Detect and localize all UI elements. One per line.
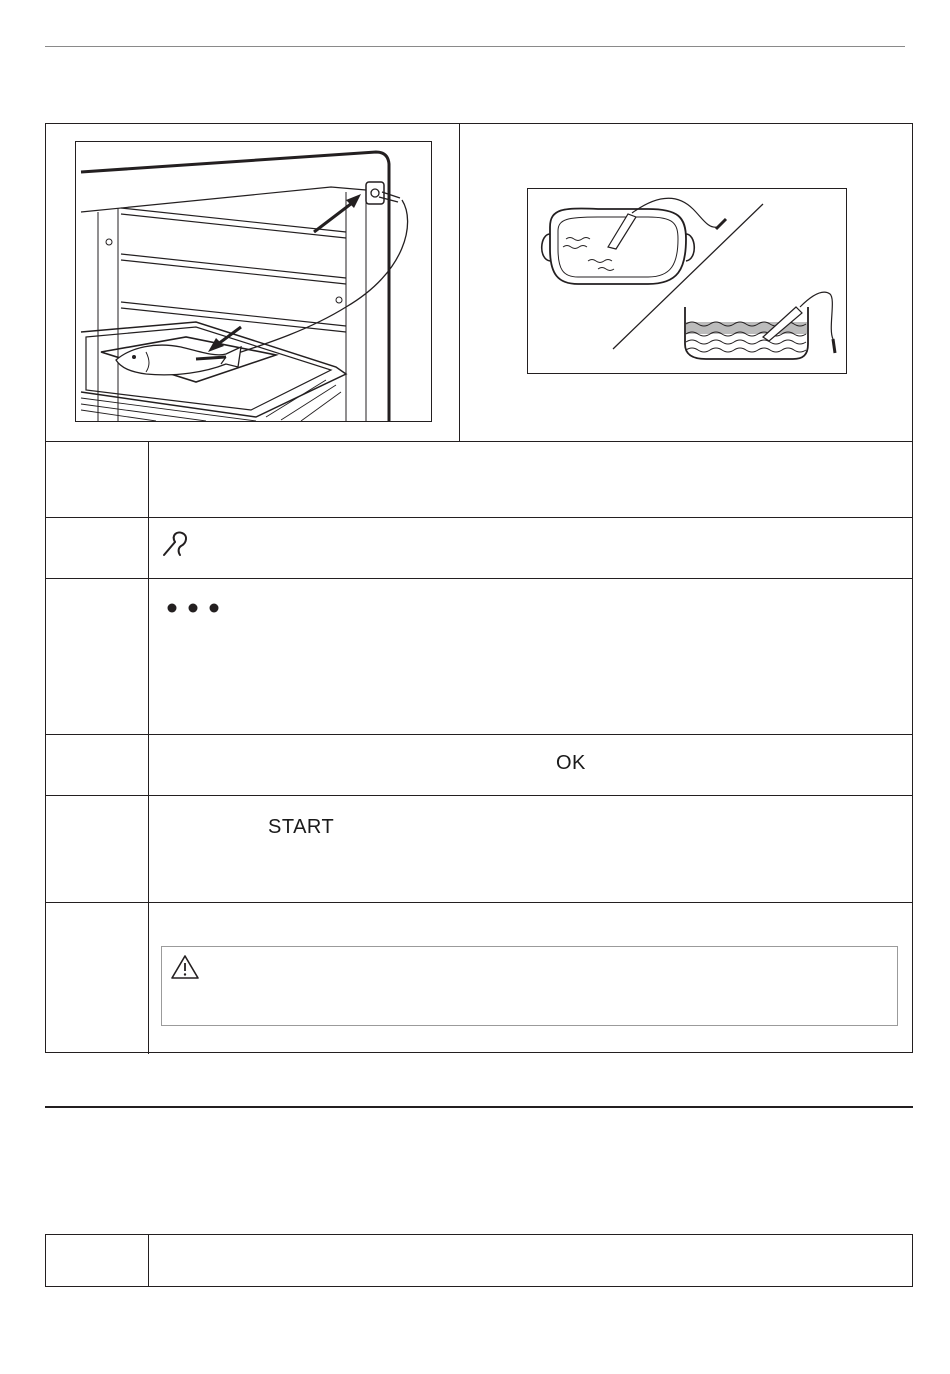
- warning-box: [161, 946, 898, 1026]
- step-row-3: [46, 578, 912, 735]
- probe-in-dish-illustration: [528, 189, 846, 373]
- ok-button-label: OK: [556, 752, 586, 774]
- step-column-divider: [148, 579, 149, 735]
- top-rule: [45, 46, 905, 47]
- step-row-5: [46, 795, 912, 903]
- probe-dish-figure: [527, 188, 847, 374]
- step-row-6: [46, 902, 912, 1054]
- core-temperature-sensor-icon: [161, 530, 191, 558]
- step-column-divider: [148, 903, 149, 1054]
- step-column-divider: [148, 796, 149, 903]
- oven-probe-figure: [75, 141, 432, 422]
- bottom-table: [45, 1234, 913, 1287]
- illustration-row: [46, 124, 912, 441]
- warning-triangle-icon: [170, 954, 200, 980]
- oven-food-probe-illustration: [76, 142, 431, 421]
- steps-table: [45, 123, 913, 1053]
- step-row-2: [46, 517, 912, 579]
- three-dots-icon: [166, 602, 226, 614]
- section-rule: [45, 1106, 913, 1108]
- step-column-divider: [148, 735, 149, 796]
- step-column-divider: [148, 518, 149, 579]
- bottom-step-column-divider: [148, 1235, 149, 1286]
- step-row-1: [46, 441, 912, 518]
- start-button-label: START: [268, 816, 335, 838]
- step-column-divider: [148, 442, 149, 518]
- illustration-divider: [459, 124, 460, 441]
- step-row-4: [46, 734, 912, 796]
